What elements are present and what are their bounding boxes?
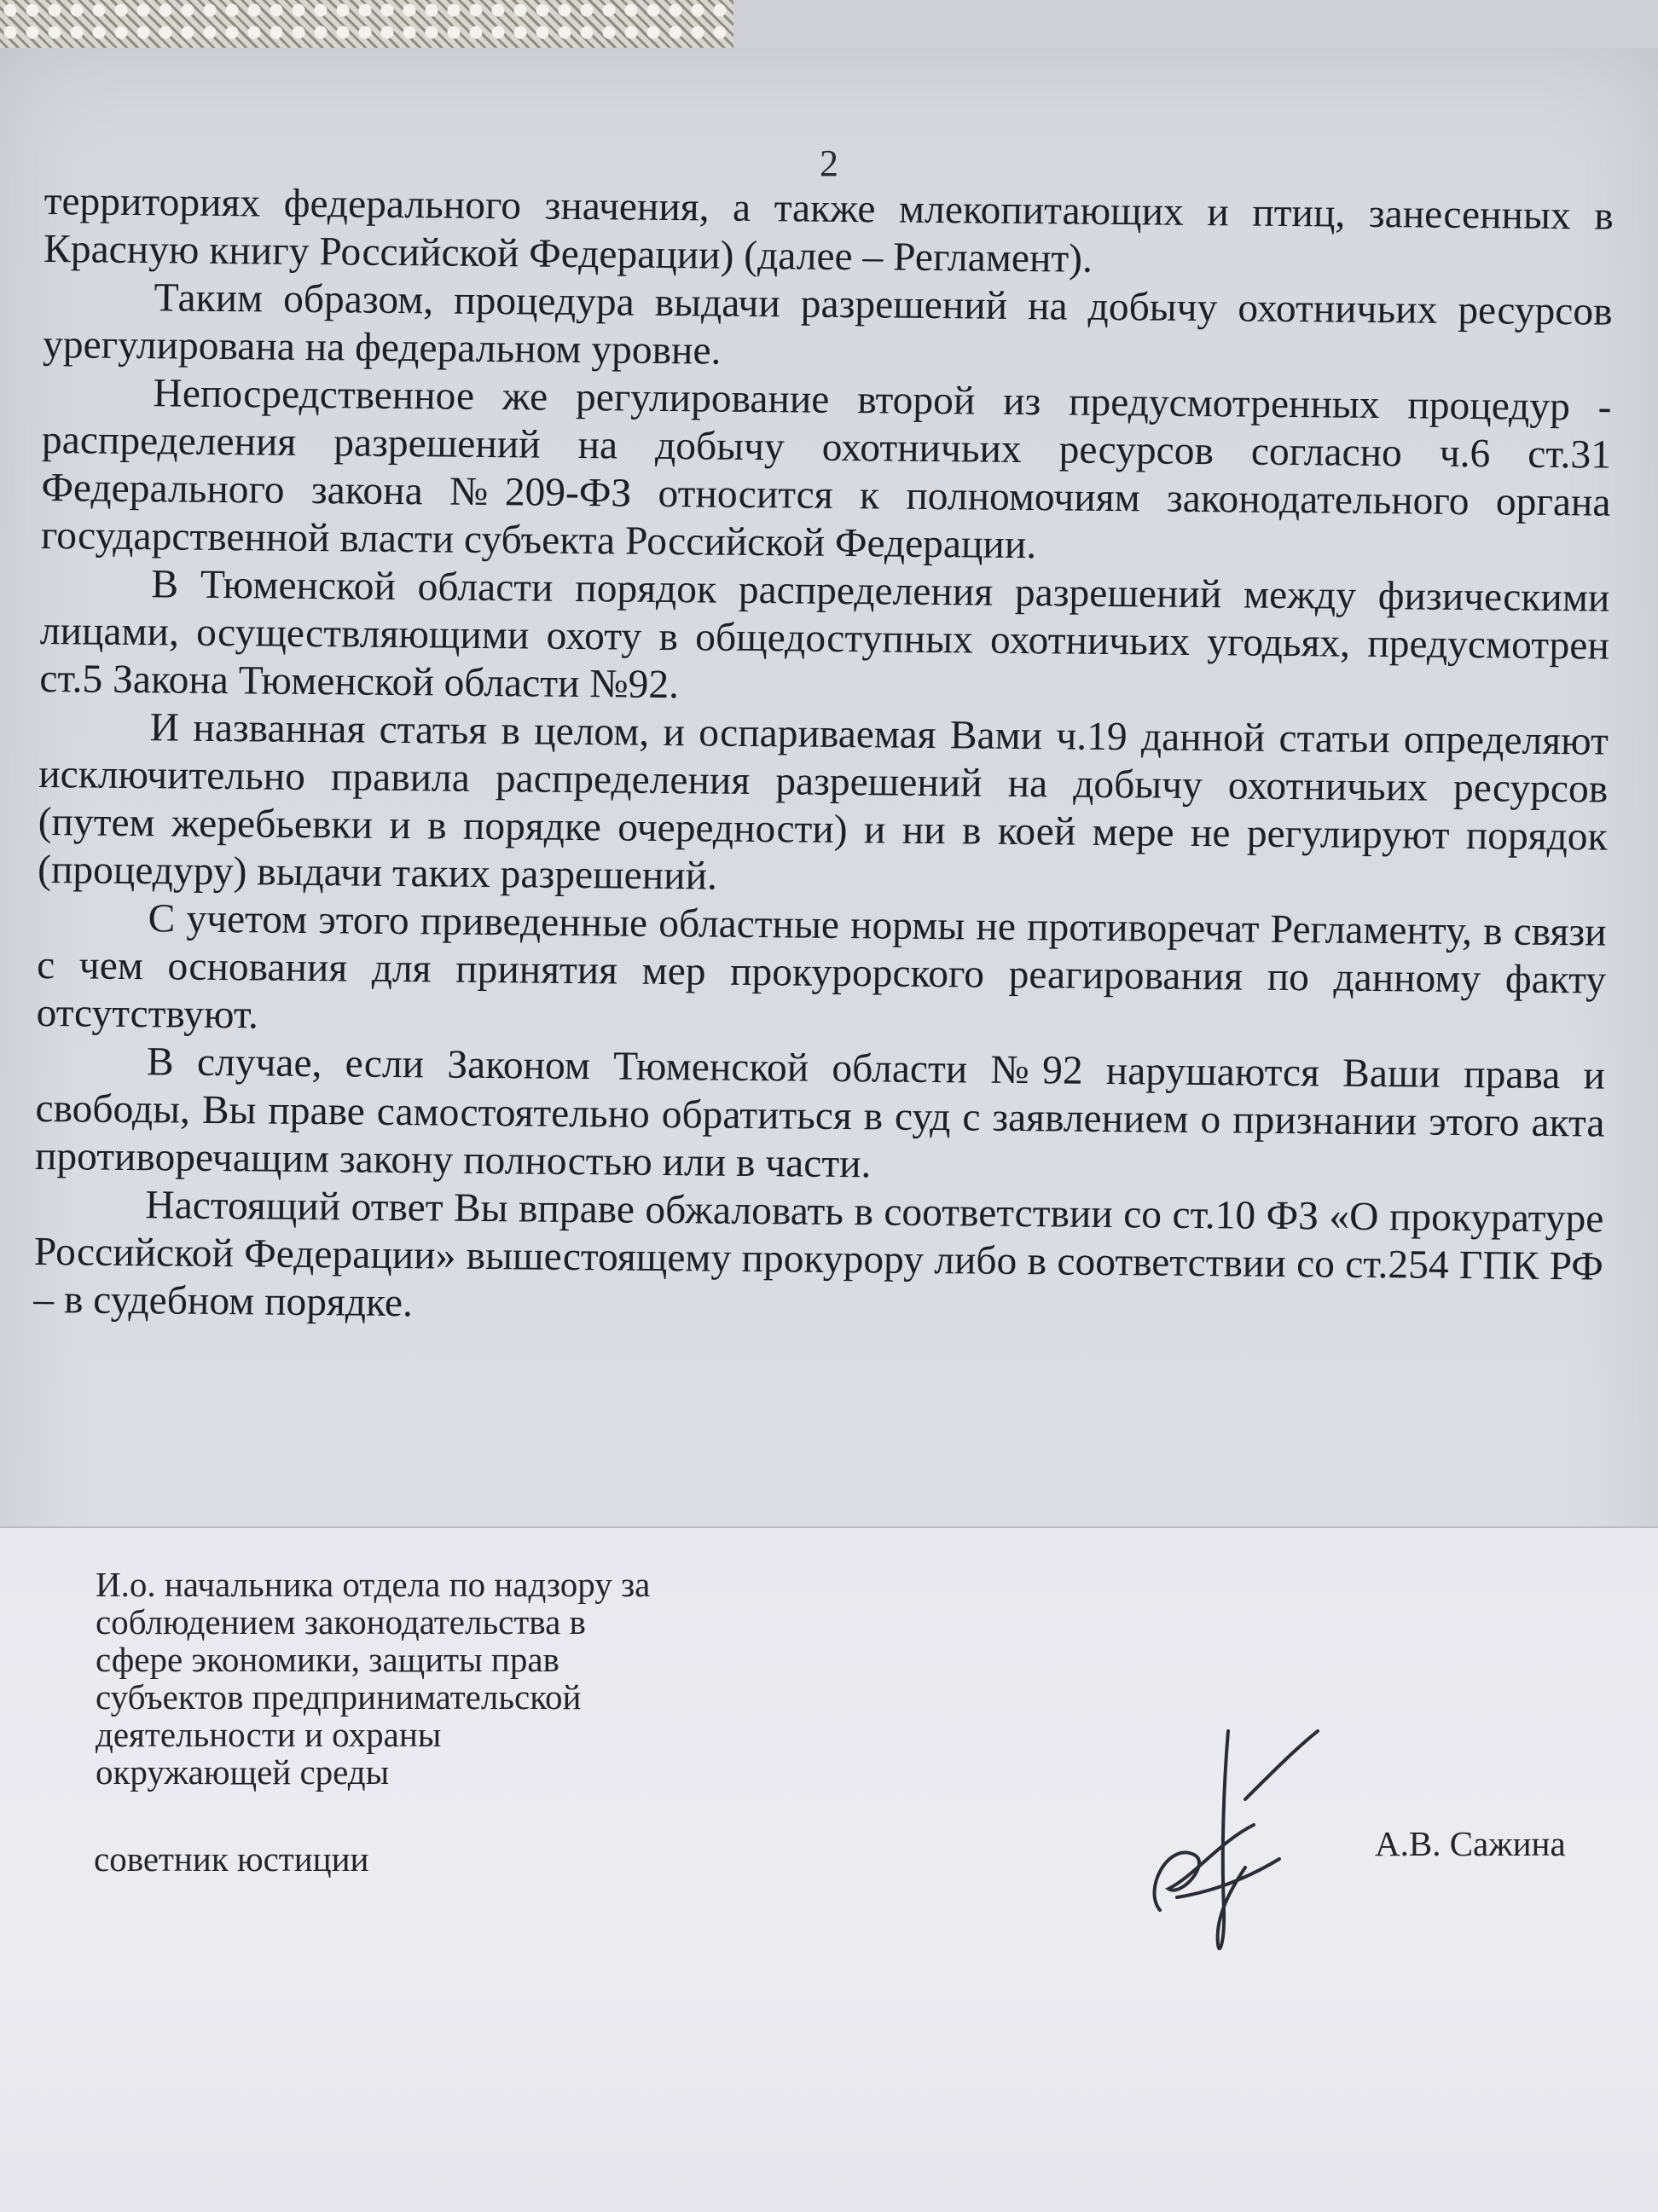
paragraph-2: Таким образом, процедура выдачи разрешений на добычу охотничьих ресурсов урегулирована на федеральном уровне. [42, 275, 1613, 373]
paragraph-6: С учетом этого приведенные областные нормы не противоречат Регламенту, в связи с чем основания для принятия мер прокурорского реагирования по данному факту отсутствуют. [36, 896, 1607, 1038]
letter-body [33, 177, 1614, 1339]
title-line-6: окружающей среды [96, 1752, 390, 1792]
signatory-title [96, 1566, 863, 1791]
paragraph-5: И названная статья в целом, и оспариваемая Вами ч.19 данной статьи определяют исключительно правила распределения разрешений на добычу охотничьих ресурсов (путем жеребьевки и в порядке очередности) и ни в коей мере не регулируют порядок (процедуру) выдачи таких разрешений. [37, 705, 1609, 899]
title-line-3: сфере экономики, защиты прав [96, 1640, 559, 1679]
paragraph-3: Непосредственное же регулирование второй из предусмотренных процедур - распределения разрешений на добычу охотничьих ресурсов согласно ч.6 ст.31 Федерального закона №209-ФЗ относится к полномочиям законодательного органа государственной власти субъекта Российской Федерации. [40, 371, 1612, 568]
paragraph-7: В случае, если Законом Тюменской области №92 нарушаются Ваши права и свободы, Вы праве самостоятельно обратиться в суд с заявлением о признании этого акта противоречащим закону полностью или в части. [34, 1039, 1606, 1187]
title-line-5: деятельности и охраны [96, 1715, 442, 1754]
title-line-1: И.о. начальника отдела по надзору за [96, 1565, 651, 1604]
signatory-rank: советник юстиции [94, 1839, 369, 1879]
signatory-name: А.В. Сажина [1375, 1824, 1566, 1863]
paragraph-1: территориях федерального значения, а также млекопитающих и птиц, занесенных в Красную книгу Российской Федерации) (далее – Регламент). [43, 178, 1614, 281]
handwritten-signature [1143, 1714, 1322, 1961]
paragraph-8: Настоящий ответ Вы вправе обжаловать в соответствии со ст.10 ФЗ «О прокуратуре Российской Федерации» вышестоящему прокурору либо в соответствии со ст.254 ГПК РФ – в судебном порядке. [33, 1183, 1604, 1326]
page-number: 2 [820, 142, 838, 184]
paragraph-4: В Тюменской области порядок распределения разрешений между физическими лицами, осуществляющими охоту в общедоступных охотничьих угодьях, предусмотрен ст.5 Закона Тюменской области №92. [39, 562, 1610, 708]
title-line-2: соблюдением законодательства в [96, 1602, 586, 1642]
title-line-4: субъектов предпринимательской [96, 1677, 582, 1717]
